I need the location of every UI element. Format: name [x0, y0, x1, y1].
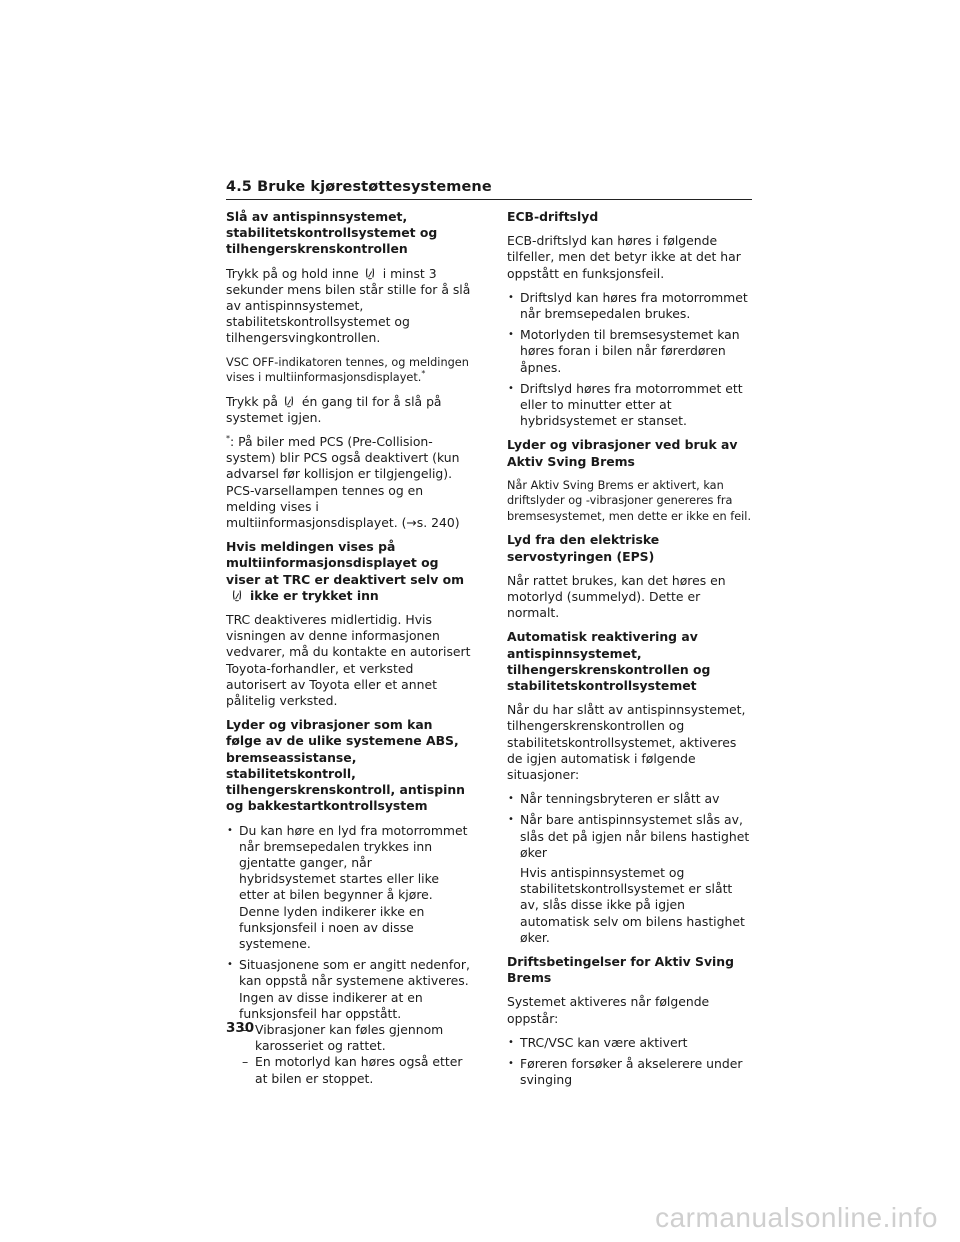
- heading-sounds-vibrations: Lyder og vibrasjoner som kan følge av de ulike systemene ABS, bremseassistanse, stabilitetskontroll, tilhengerskrenskontroll, antispinn og bakkestartkontrollsystem: [226, 717, 465, 814]
- paragraph-operating-conditions: Systemet aktiveres når følgende oppstår:: [507, 994, 710, 1026]
- heading-ecb-sound: ECB-driftslyd: [507, 209, 599, 224]
- vsc-off-icon: [363, 266, 377, 280]
- section-title: 4.5 Bruke kjørestøttesystemene: [226, 179, 492, 195]
- page-number: 330: [226, 1020, 255, 1036]
- heading-disable-systems: Slå av antispinnsystemet, stabilitetskontrollsystemet og tilhengerskrenskontrollen: [226, 209, 438, 257]
- right-column: [507, 209, 753, 1096]
- list-item: • Føreren forsøker å akselerere under svinging: [507, 1056, 753, 1088]
- dash-list: [239, 1022, 472, 1087]
- list-item: • TRC/VSC kan være aktivert: [507, 1035, 753, 1051]
- heading-active-cornering: Lyder og vibrasjoner ved bruk av Aktiv Sving Brems: [507, 437, 738, 469]
- heading-eps: Lyd fra den elektriske servostyringen (EPS): [507, 532, 660, 564]
- bullet-list-sounds: [226, 823, 472, 1087]
- watermark: carmanualsonline.info: [655, 1202, 938, 1233]
- footnote-pcs: *: På biler med PCS (Pre-Collision-system) blir PCS også deaktivert (kun advarsel før kollisjon er tilgjengelig). PCS-varsellampen tennes og en melding vises i multiinformasjonsdisplayet. (→s. 240): [226, 433, 460, 531]
- paragraph-trc-deactivated: TRC deaktiveres midlertidig. Hvis visningen av denne informasjonen vedvarer, må du kontakte en autorisert Toyota-forhandler, et verksted autorisert av Toyota eller et annet pålitelig verksted.: [226, 612, 471, 709]
- bullet-list-conditions: [507, 1035, 753, 1089]
- list-item: – En motorlyd kan høres også etter at bilen er stoppet.: [239, 1054, 472, 1086]
- paragraph-auto-reactivation: Når du har slått av antispinnsystemet, tilhengerskrenskontrollen og stabilitetskontrollsystemet, aktiveres de igjen automatisk i følgende situasjoner:: [507, 702, 746, 782]
- list-item: • Når bare antispinnsystemet slås av, slås det på igjen når bilens hastighet øker Hvis antispinnsystemet og stabilitetskontrollsystemet er slått av, slås disse ikke på igjen automatisk selv om bilens hastighet øker.: [507, 812, 753, 946]
- paragraph-press-hold: Trykk på og hold inne i minst 3 sekunder mens bilen står stille for å slå av antispinnsystemet, stabilitetskontrollsystemet og tilhengersvingkontrollen.: [226, 265, 471, 346]
- vsc-off-icon: [230, 588, 244, 602]
- list-item: • Driftslyd kan høres fra motorrommet når bremsepedalen brukes.: [507, 290, 753, 322]
- list-item: • Driftslyd høres fra motorrommet ett eller to minutter etter at hybridsystemet er stanset.: [507, 381, 753, 430]
- paragraph-vsc-off-indicator: VSC OFF-indikatoren tennes, og meldingen vises i multiinformasjonsdisplayet.*: [226, 355, 469, 385]
- heading-operating-conditions: Driftsbetingelser for Aktiv Sving Brems: [507, 954, 734, 986]
- section-header: [226, 176, 752, 200]
- list-item: • Du kan høre en lyd fra motorrommet når bremsepedalen trykkes inn gjentatte ganger, når hybridsystemet startes eller like etter at bilen begynner å kjøre. Denne lyden indikerer ikke en funksjonsfeil i noen av disse systemene.: [226, 823, 472, 953]
- list-item: • Motorlyden til bremsesystemet kan høres foran i bilen når førerdøren åpnes.: [507, 327, 753, 376]
- heading-auto-reactivation: Automatisk reaktivering av antispinnsystemet, tilhengerskrenskontrollen og stabilitetskontrollsystemet: [507, 629, 711, 693]
- list-item: • Når tenningsbryteren er slått av: [507, 791, 753, 807]
- paragraph-eps: Når rattet brukes, kan det høres en motorlyd (summelyd). Dette er normalt.: [507, 572, 726, 621]
- bullet-list-ecb: [507, 290, 753, 430]
- paragraph-ecb: ECB-driftslyd kan høres i følgende tilfeller, men det betyr ikke at det har oppstått en funksjonsfeil.: [507, 233, 741, 281]
- paragraph-active-cornering: Når Aktiv Sving Brems er aktivert, kan driftslyder og -vibrasjoner genereres fra bremsesystemet, men dette er ikke en feil.: [507, 478, 752, 523]
- list-item: – Vibrasjoner kan føles gjennom karosseriet og rattet.: [239, 1022, 472, 1054]
- heading-trc-message: Hvis meldingen vises på multiinformasjonsdisplayet og viser at TRC er deaktivert selv omikke er trykket inn: [226, 539, 465, 603]
- vsc-off-icon: [282, 394, 296, 408]
- left-column: [226, 209, 472, 1095]
- list-item: • Situasjonene som er angitt nedenfor, kan oppstå når systemene aktiveres. Ingen av disse indikerer at en funksjonsfeil har oppstått. – Vibrasjoner kan føles gjennom karosseriet og rattet. – En motorlyd kan høres også etter at bilen er stoppet.: [226, 957, 472, 1087]
- bullet-list-reactivation: [507, 791, 753, 946]
- paragraph-press-again: Trykk på én gang til for å slå på systemet igjen.: [226, 393, 442, 425]
